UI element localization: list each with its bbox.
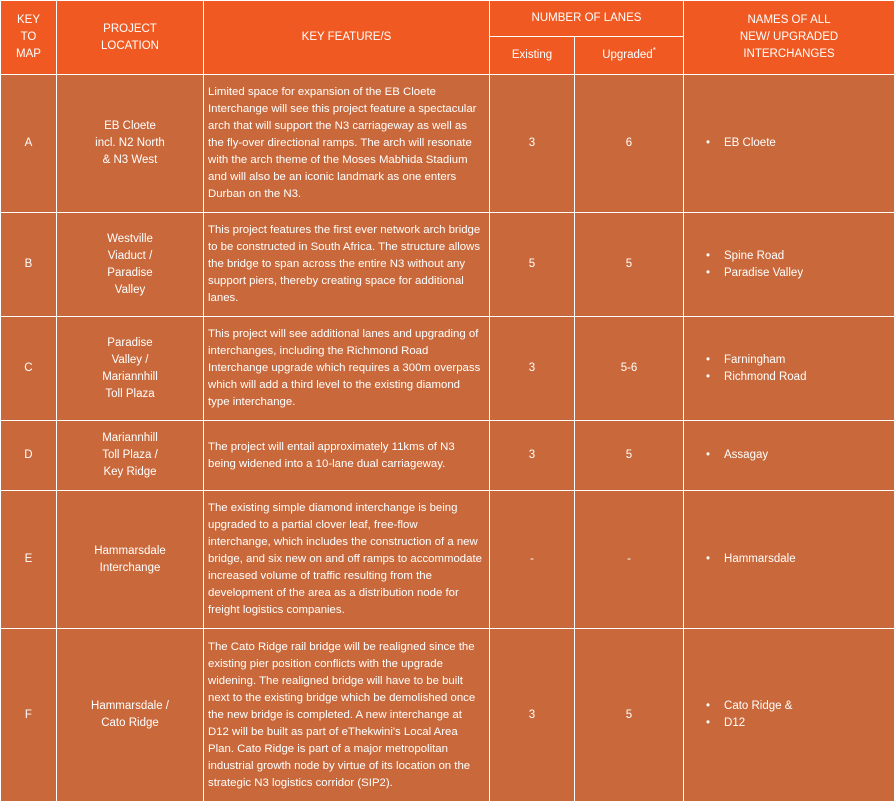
interchanges-cell xyxy=(684,629,894,802)
header-project-location-label: PROJECT LOCATION xyxy=(101,23,159,52)
interchange-item: • EB Cloete xyxy=(706,135,894,152)
header-key-features xyxy=(204,1,490,75)
header-key-to-map xyxy=(1,1,57,75)
table-row xyxy=(1,317,894,421)
upgraded-lanes-cell xyxy=(575,491,684,629)
interchanges-cell xyxy=(684,317,894,421)
feature-cell xyxy=(204,317,490,421)
location-cell xyxy=(57,75,204,213)
location-cell-text: Hammarsdale / Cato Ridge xyxy=(91,700,169,729)
table-row xyxy=(1,491,894,629)
key-cell xyxy=(1,421,57,491)
upgraded-lanes-cell-text: 5-6 xyxy=(621,362,638,374)
interchanges-cell xyxy=(684,75,894,213)
interchanges-cell xyxy=(684,213,894,317)
feature-cell-text: The existing simple diamond interchange is being upgraded to a partial clover leaf, free-flow interchange, which includes the construction of a new bridge, and six new on and off ramps to accommodate increased volume of traffic resulting from the development of the area as a distribution node for freight logistics companies. xyxy=(208,502,482,616)
upgraded-lanes-cell xyxy=(575,629,684,802)
feature-cell-text: The project will entail approximately 11kms of N3 being widened into a 10-lane dual carriageway. xyxy=(208,441,455,470)
interchange-item: • Farningham xyxy=(706,352,894,369)
table-header xyxy=(1,1,894,75)
header-interchanges xyxy=(684,1,894,75)
interchange-item: • Assagay xyxy=(706,447,894,464)
upgraded-lanes-cell-text: 5 xyxy=(626,709,632,721)
feature-cell xyxy=(204,491,490,629)
table-row xyxy=(1,213,894,317)
location-cell-text: Westville Viaduct / Paradise Valley xyxy=(107,233,153,296)
table-body xyxy=(1,75,894,802)
header-existing-label: Existing xyxy=(512,49,552,61)
key-cell-text: E xyxy=(25,553,33,565)
interchange-list xyxy=(706,135,894,152)
location-cell xyxy=(57,629,204,802)
location-cell xyxy=(57,421,204,491)
upgraded-lanes-cell-text: 5 xyxy=(626,258,632,270)
key-cell xyxy=(1,317,57,421)
header-upgraded-label: Upgraded xyxy=(602,49,653,61)
header-key-features-label: KEY FEATURE/S xyxy=(302,31,392,43)
feature-cell xyxy=(204,421,490,491)
header-upgraded xyxy=(575,37,684,75)
upgraded-lanes-cell xyxy=(575,75,684,213)
table-row xyxy=(1,75,894,213)
location-cell xyxy=(57,213,204,317)
table-row xyxy=(1,629,894,802)
location-cell-text: Hammarsdale Interchange xyxy=(94,545,166,574)
interchange-list xyxy=(706,352,894,386)
existing-lanes-cell xyxy=(490,491,575,629)
existing-lanes-cell-text: 3 xyxy=(529,137,535,149)
interchange-item: • Spine Road xyxy=(706,248,894,265)
location-cell-text: EB Cloete incl. N2 North & N3 West xyxy=(95,120,165,166)
interchange-list xyxy=(706,551,894,568)
key-cell xyxy=(1,491,57,629)
existing-lanes-cell-text: 3 xyxy=(529,709,535,721)
feature-cell-text: Limited space for expansion of the EB Cloete Interchange will see this project feature a spectacular arch that will support the N3 carriageway as well as the fly-over directional ramps. The arch will resonate with the arch theme of the Moses Mabhida Stadium and will also be an iconic landmark as one enters Durban on the N3. xyxy=(208,86,476,200)
interchange-item: • Paradise Valley xyxy=(706,265,894,282)
upgraded-footnote-mark: * xyxy=(653,46,656,55)
key-cell-text: D xyxy=(24,449,33,461)
existing-lanes-cell-text: 3 xyxy=(529,362,535,374)
existing-lanes-cell xyxy=(490,421,575,491)
interchange-item: • Hammarsdale xyxy=(706,551,894,568)
location-cell-text: Mariannhill Toll Plaza / Key Ridge xyxy=(102,432,158,478)
interchanges-cell xyxy=(684,421,894,491)
interchanges-cell xyxy=(684,491,894,629)
header-number-of-lanes xyxy=(490,1,684,37)
feature-cell xyxy=(204,213,490,317)
interchange-item: • Cato Ridge & xyxy=(706,698,894,715)
interchange-list xyxy=(706,248,894,282)
upgraded-lanes-cell xyxy=(575,317,684,421)
upgraded-lanes-cell-text: 6 xyxy=(626,137,632,149)
existing-lanes-cell-text: 3 xyxy=(529,449,535,461)
feature-cell xyxy=(204,75,490,213)
feature-cell-text: This project will see additional lanes and upgrading of interchanges, including the Richmond Road Interchange upgrade which requires a 300m overpass which will add a third level to the existing diamond type interchange. xyxy=(208,328,480,408)
upgraded-lanes-cell xyxy=(575,213,684,317)
header-interchanges-label: NAMES OF ALL NEW/ UPGRADED INTERCHANGES xyxy=(740,14,838,60)
location-cell xyxy=(57,317,204,421)
header-key-to-map-label: KEY TO MAP xyxy=(16,14,41,60)
existing-lanes-cell xyxy=(490,213,575,317)
header-existing xyxy=(490,37,575,75)
existing-lanes-cell-text: - xyxy=(530,553,534,565)
key-cell-text: F xyxy=(25,709,32,721)
interchange-list xyxy=(706,447,894,464)
location-cell-text: Paradise Valley / Mariannhill Toll Plaza xyxy=(102,337,158,400)
upgraded-lanes-cell-text: 5 xyxy=(626,449,632,461)
interchange-item: • Richmond Road xyxy=(706,369,894,386)
key-cell-text: B xyxy=(25,258,33,270)
feature-cell-text: The Cato Ridge rail bridge will be realigned since the existing pier position conflicts with the upgrade widening. The realigned bridge will have to be built next to the existing bridge which be demolished once the new bridge is completed. A new interchange at D12 will be built as part of eThekwini's Local Area Plan. Cato Ridge is part of a major metropolitan industrial growth node by virtue of its location on the strategic N3 logistics corridor (SIP2). xyxy=(208,641,475,789)
key-cell-text: C xyxy=(24,362,33,374)
key-cell xyxy=(1,75,57,213)
interchange-list xyxy=(706,698,894,732)
header-number-of-lanes-label: NUMBER OF LANES xyxy=(532,12,642,24)
table-row xyxy=(1,421,894,491)
interchange-item: • D12 xyxy=(706,715,894,732)
feature-cell xyxy=(204,629,490,802)
header-project-location xyxy=(57,1,204,75)
key-cell xyxy=(1,213,57,317)
existing-lanes-cell xyxy=(490,317,575,421)
existing-lanes-cell xyxy=(490,629,575,802)
existing-lanes-cell-text: 5 xyxy=(529,258,535,270)
location-cell xyxy=(57,491,204,629)
key-cell-text: A xyxy=(25,137,33,149)
feature-cell-text: This project features the first ever network arch bridge to be constructed in South Africa. The structure allows the bridge to span across the entire N3 without any support piers, thereby creating space for additional lanes. xyxy=(208,224,480,304)
existing-lanes-cell xyxy=(490,75,575,213)
upgraded-lanes-cell xyxy=(575,421,684,491)
upgraded-lanes-cell-text: - xyxy=(627,553,631,565)
key-cell xyxy=(1,629,57,802)
